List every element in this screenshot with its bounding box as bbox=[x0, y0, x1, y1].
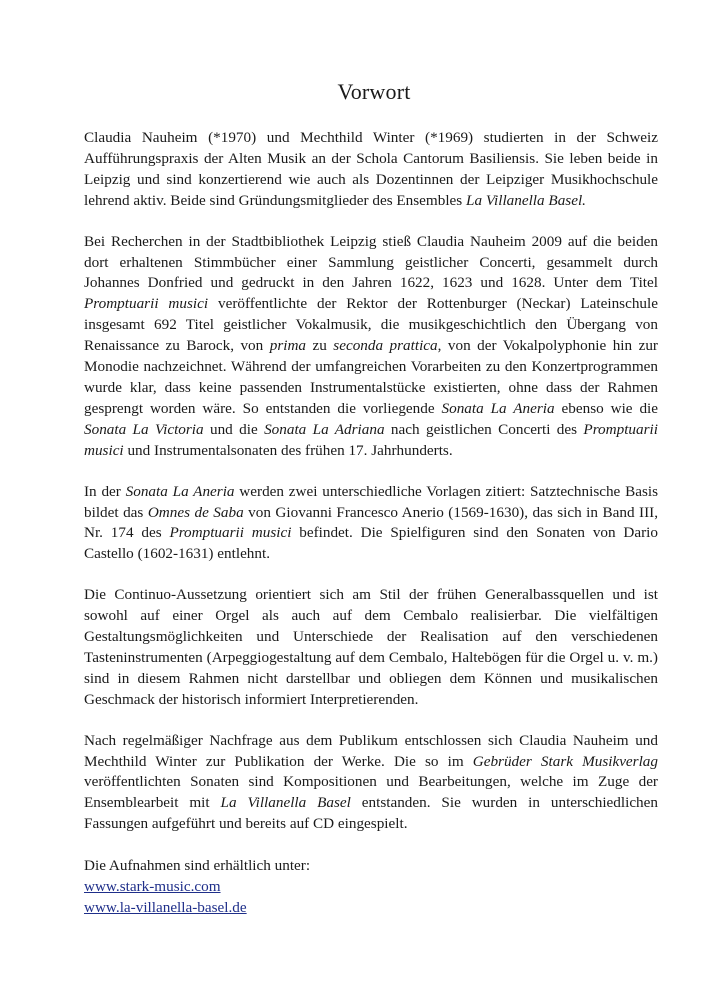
text-span: entstanden. Sie wurden in unterschiedlichen Fassungen aufgeführt und bereits auf CD eingespielt. bbox=[84, 794, 658, 833]
text-span: Nach regelmäßiger Nachfrage aus dem Publikum entschlossen sich Claudia Nauheim und Mechthild Winter zur Publikation der Werke. Die so im bbox=[84, 731, 658, 770]
italic-publisher-name: Gebrüder Stark Musikverlag bbox=[472, 752, 658, 770]
text-span: zu bbox=[306, 337, 334, 355]
italic-sonata-title: Sonata La Adriana bbox=[264, 420, 385, 438]
italic-title: Promptuarii musici bbox=[84, 420, 658, 459]
link-stark-music[interactable]: www.stark-music.com bbox=[84, 878, 221, 896]
italic-sonata-title: Sonata La Victoria bbox=[84, 420, 204, 438]
recordings-label: Die Aufnahmen sind erhältlich unter: bbox=[84, 857, 311, 875]
italic-work-title: Omnes de Saba bbox=[147, 503, 244, 521]
italic-term: seconda prattica bbox=[333, 337, 438, 355]
text-span: ebenso wie die bbox=[554, 399, 658, 417]
link-la-villanella-basel[interactable]: www.la-villanella-basel.de bbox=[84, 899, 247, 917]
italic-title: Promptuarii musici bbox=[169, 524, 292, 542]
text-span: veröffentlichten Sonaten sind Kompositionen und Bearbeitungen, welche im Zuge der Ensemblearbeit mit bbox=[84, 773, 658, 812]
paragraph-continuo bbox=[84, 585, 658, 710]
italic-ensemble-name: La Villanella Basel bbox=[220, 794, 351, 812]
text-span: Die Continuo-Aussetzung orientiert sich am Stil der frühen Generalbassquellen und ist sowohl auf einer Orgel als auch auf dem Cembalo realisierbar. Die vielfältigen Gestaltungsmöglichkeiten und Unterschiede der Realisation auf den verschiedenen Tasteninstrumenten (Arpeggiogestaltung auf dem Cembalo, Haltebögen für die Orgel u. v. m.) sind in diesem Rahmen nicht darstellbar und obliegen dem Können und musikalischen Geschmack der historisch informiert Interpretierenden. bbox=[84, 586, 658, 708]
recordings-section bbox=[84, 855, 658, 918]
paragraph-biography bbox=[84, 128, 658, 212]
text-span: In der bbox=[84, 482, 126, 500]
italic-title: Promptuarii musici bbox=[84, 295, 209, 313]
paragraph-sonata-aneria bbox=[84, 482, 658, 566]
text-span: nach geistlichen Concerti des bbox=[384, 420, 584, 438]
text-span: , von der Vokalpolyphonie hin zur Monodie nachzeichnet. Während der umfangreichen Vorarbeiten zu den Konzertprogrammen wurde klar, dass keine passenden Instrumentalstücke existierten, ohne dass der Rahmen gesprengt worden wäre. So entstanden die vorliegende bbox=[84, 337, 658, 417]
text-span: und Instrumentalsonaten des frühen 17. Jahrhunderts. bbox=[123, 441, 453, 459]
text-span: und die bbox=[203, 420, 265, 438]
text-span: veröffentlichte der Rektor der Rottenburger (Neckar) Lateinschule insgesamt 692 Titel geistlicher Vokalmusik, die musikgeschichtlich den Übergang von Renaissance zu Barock, von bbox=[84, 295, 658, 355]
paragraph-research bbox=[84, 232, 658, 462]
italic-sonata-title: Sonata La Aneria bbox=[125, 482, 235, 500]
italic-ensemble-name: La Villanella Basel. bbox=[466, 191, 586, 209]
page-title: Vorwort bbox=[337, 79, 411, 104]
text-span: Bei Recherchen in der Stadtbibliothek Leipzig stieß Claudia Nauheim 2009 auf die beiden dort erhaltenen Stimmbücher einer Sammlung geistlicher Concerti, gesammelt durch Johannes Donfried und gedruckt in den Jahren 1622, 1623 und 1628. Unter dem Titel bbox=[84, 232, 658, 292]
italic-term: prima bbox=[269, 337, 307, 355]
text-span: werden zwei unterschiedliche Vorlagen zitiert: Satztechnische Basis bildet das bbox=[84, 482, 659, 521]
paragraph-publication bbox=[84, 731, 658, 836]
text-span: von Giovanni Francesco Anerio (1569-1630), das sich in Band III, Nr. 174 des bbox=[84, 503, 658, 542]
italic-sonata-title: Sonata La Aneria bbox=[441, 399, 555, 417]
text-span: Claudia Nauheim (*1970) und Mechthild Winter (*1969) studierten in der Schweiz Aufführungspraxis der Alten Musik an der Schola Cantorum Basiliensis. Sie leben beide in Leipzig und sind konzertierend wie auch als Dozentinnen der Leipziger Musikhochschule lehrend aktiv. Beide sind Gründungsmitglieder des Ensembles bbox=[84, 129, 658, 209]
text-span: befindet. Die Spielfiguren sind den Sonaten von Dario Castello (1602-1631) entlehnt. bbox=[84, 524, 658, 563]
